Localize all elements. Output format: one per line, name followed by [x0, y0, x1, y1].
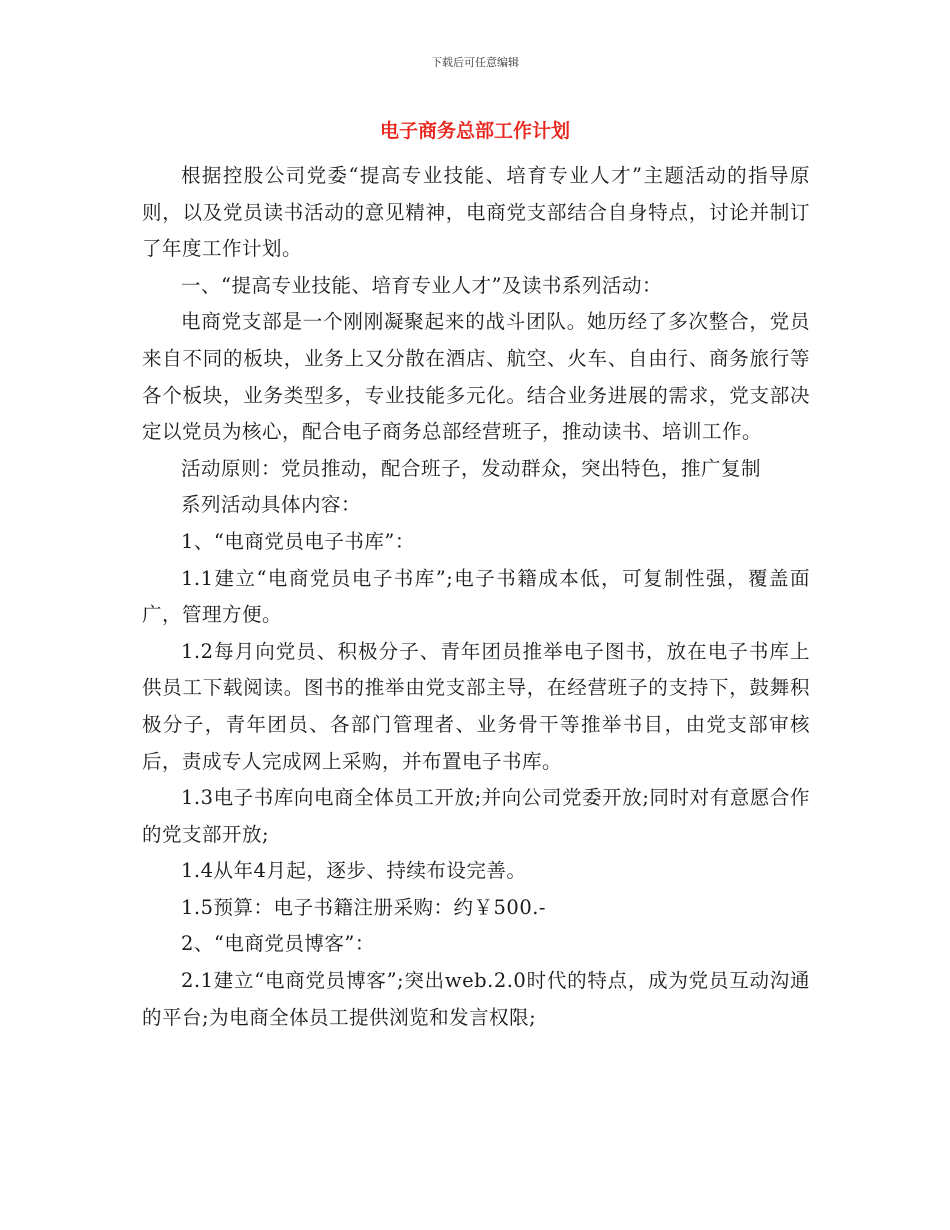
paragraph-item-2-heading: 2、“电商党员博客”：: [181, 932, 375, 956]
document-body: [142, 158, 810, 1036]
paragraph-item-1-1: 1.1建立“电商党员电子书库”;电子书籍成本低，可复制性强，覆盖面广，管理方便。: [142, 566, 810, 627]
paragraph-activity-contents: 系列活动具体内容：: [181, 493, 362, 517]
paragraph-item-2-1: 2.1建立“电商党员博客”;突出web.2.0时代的特点，成为党员互动沟通的平台;为电商全体员工提供浏览和发言权限;: [142, 969, 810, 1029]
paragraph-branch-description: 电商党支部是一个刚刚凝聚起来的战斗团队。她历经了多次整合，党员来自不同的板块，业务上又分散在酒店、航空、火车、自由行、商务旅行等各个板块，业务类型多，专业技能多元化。结合业务进展的需求，党支部决定以党员为核心，配合电子商务总部经营班子，推动读书、培训工作。: [142, 310, 810, 444]
paragraph-item-1-4: 1.4从年4月起，逐步、持续布设完善。: [181, 859, 527, 883]
paragraph-item-1-5: 1.5预算：电子书籍注册采购：约￥500.-: [181, 895, 547, 919]
paragraph-item-1-heading: 1、“电商党员电子书库”：: [181, 529, 415, 553]
header-note: 下载后可任意编辑: [431, 56, 519, 69]
paragraph-activity-principles: 活动原则：党员推动，配合班子，发动群众，突出特色，推广复制: [181, 456, 762, 480]
document-title: 电子商务总部工作计划: [379, 120, 570, 142]
paragraph-item-1-2: 1.2每月向党员、积极分子、青年团员推举电子图书，放在电子书库上供员工下载阅读。图书的推举由党支部主导，在经营班子的支持下，鼓舞积极分子，青年团员、各部门管理者、业务骨干等推举书目，由党支部审核后，责成专人完成网上采购，并布置电子书库。: [142, 639, 810, 773]
paragraph-item-1-3: 1.3电子书库向电商全体员工开放;并向公司党委开放;同时对有意愿合作的党支部开放;: [142, 786, 810, 846]
paragraph-intro: 根据控股公司党委“提高专业技能、培育专业人才”主题活动的指导原则，以及党员读书活动的意见精神，电商党支部结合自身特点，讨论并制订了年度工作计划。: [142, 164, 810, 261]
paragraph-section-heading: 一、“提高专业技能、培育专业人才”及读书系列活动：: [181, 273, 662, 297]
